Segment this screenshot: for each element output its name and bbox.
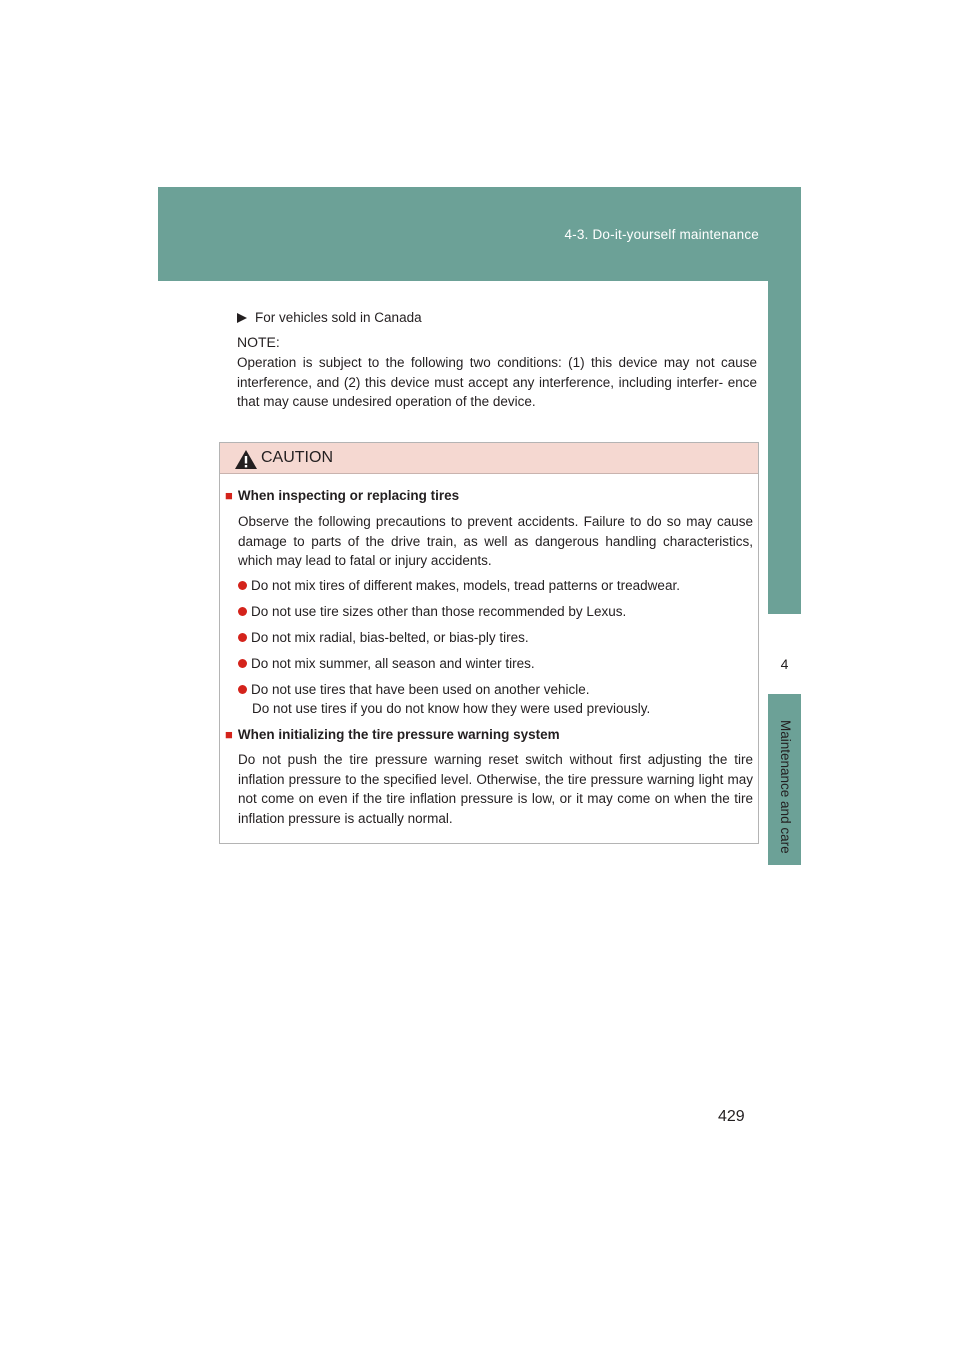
vehicle-note: For vehicles sold in Canada xyxy=(237,308,757,328)
chapter-label: Maintenance and care xyxy=(778,720,793,854)
note-text: Operation is subject to the following two conditions: (1) this device may not cause interference, and (2) this device must accept any interference, including interfer- ence that may cause undesired operation of the device. xyxy=(237,355,757,409)
caution-bullet: Do not mix summer, all season and winter tires. xyxy=(238,654,535,674)
square-bullet-icon: ■ xyxy=(225,727,233,742)
caution-heading-tires: ■ When inspecting or replacing tires xyxy=(225,488,460,503)
page-number: 429 xyxy=(718,1108,745,1125)
circle-bullet-icon xyxy=(238,685,247,694)
caution-bullet: Do not use tires that have been used on another vehicle. xyxy=(238,680,589,700)
caution-heading-tpws: ■ When initializing the tire pressure warning system xyxy=(225,727,560,742)
circle-bullet-icon xyxy=(238,633,247,642)
caution-bullet: Do not use tire sizes other than those recommended by Lexus. xyxy=(238,602,626,622)
warning-triangle-icon xyxy=(234,449,258,470)
circle-bullet-icon xyxy=(238,659,247,668)
triangle-bullet-icon xyxy=(237,313,247,323)
note-label: NOTE: xyxy=(237,334,280,350)
caution-text-tires: Observe the following precautions to prevent accidents. Failure to do so may cause damage to parts of the drive train, as well as dangerous handling characteristics, which may lead to fatal or injury accidents. xyxy=(238,514,753,568)
circle-bullet-icon xyxy=(238,607,247,616)
section-title: 4-3. Do-it-yourself maintenance xyxy=(564,227,759,242)
caution-bullet: Do not mix tires of different makes, models, tread patterns or treadwear. xyxy=(238,576,680,596)
circle-bullet-icon xyxy=(238,581,247,590)
caution-box xyxy=(219,442,759,844)
caution-header xyxy=(220,443,758,474)
chapter-number: 4 xyxy=(768,614,801,694)
caution-text-tpws: Do not push the tire pressure warning reset switch without first adjusting the tire inflation pressure to the specified level. Otherwise, the tire pressure warning light may not come on even if the tire inflation pressure is low, or it may come on when the tire inflation pressure is actually normal. xyxy=(238,752,753,826)
caution-bullet-continuation: Do not use tires if you do not know how they were used previously. xyxy=(252,701,651,716)
header-band xyxy=(158,187,801,281)
caution-title: CAUTION xyxy=(261,449,333,466)
square-bullet-icon: ■ xyxy=(225,488,233,503)
caution-bullet: Do not mix radial, bias-belted, or bias-ply tires. xyxy=(238,628,529,648)
